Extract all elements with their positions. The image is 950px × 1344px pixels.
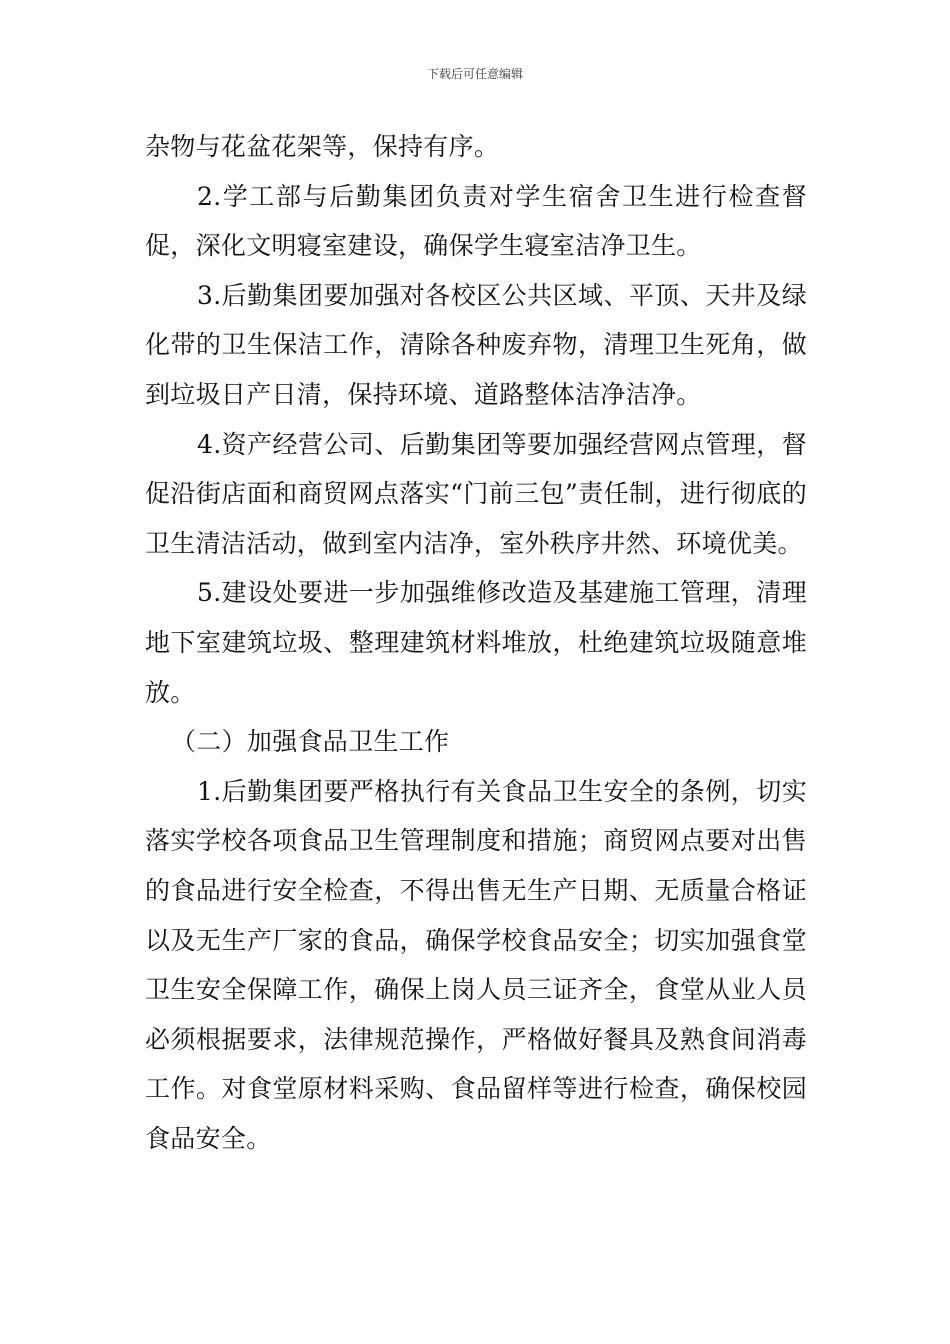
document-body — [145, 122, 807, 1163]
page-header-note: 下载后可任意编辑 — [426, 67, 523, 81]
paragraph-item-2-dormitory: 2.学工部与后勤集团负责对学生宿舍卫生进行检查督促，深化文明寝室建设，确保学生寝室洁净卫生。 — [145, 181, 807, 261]
section-heading-food-hygiene: （二）加强食品卫生工作 — [171, 727, 450, 757]
paragraph-item-3-public-areas: 3.后勤集团要加强对各校区公共区域、平顶、天井及绿化带的卫生保洁工作，清除各种废弃物，清理卫生死角，做到垃圾日产日清，保持环境、道路整体洁净洁净。 — [145, 280, 807, 409]
paragraph-item-1-food-safety: 1.后勤集团要严格执行有关食品卫生安全的条例，切实落实学校各项食品卫生管理制度和措施；商贸网点要对出售的食品进行安全检查，不得出售无生产日期、无质量合格证以及无生产厂家的食品，确保学校食品安全；切实加强食堂卫生安全保障工作，确保上岗人员三证齐全，食堂从业人员必须根据要求，法律规范操作，严格做好餐具及熟食间消毒工作。对食堂原材料采购、食品留样等进行检查，确保校园食品安全。 — [145, 776, 807, 1153]
paragraph-item-4-business-outlets: 4.资产经营公司、后勤集团等要加强经营网点管理，督促沿街店面和商贸网点落实“门前三包”责任制，进行彻底的卫生清洁活动，做到室内洁净，室外秩序井然、环境优美。 — [145, 429, 807, 558]
paragraph-continuation: 杂物与花盆花架等，保持有序。 — [145, 132, 500, 161]
paragraph-item-5-construction: 5.建设处要进一步加强维修改造及基建施工管理，清理地下室建筑垃圾、整理建筑材料堆放，杜绝建筑垃圾随意堆放。 — [145, 578, 807, 707]
